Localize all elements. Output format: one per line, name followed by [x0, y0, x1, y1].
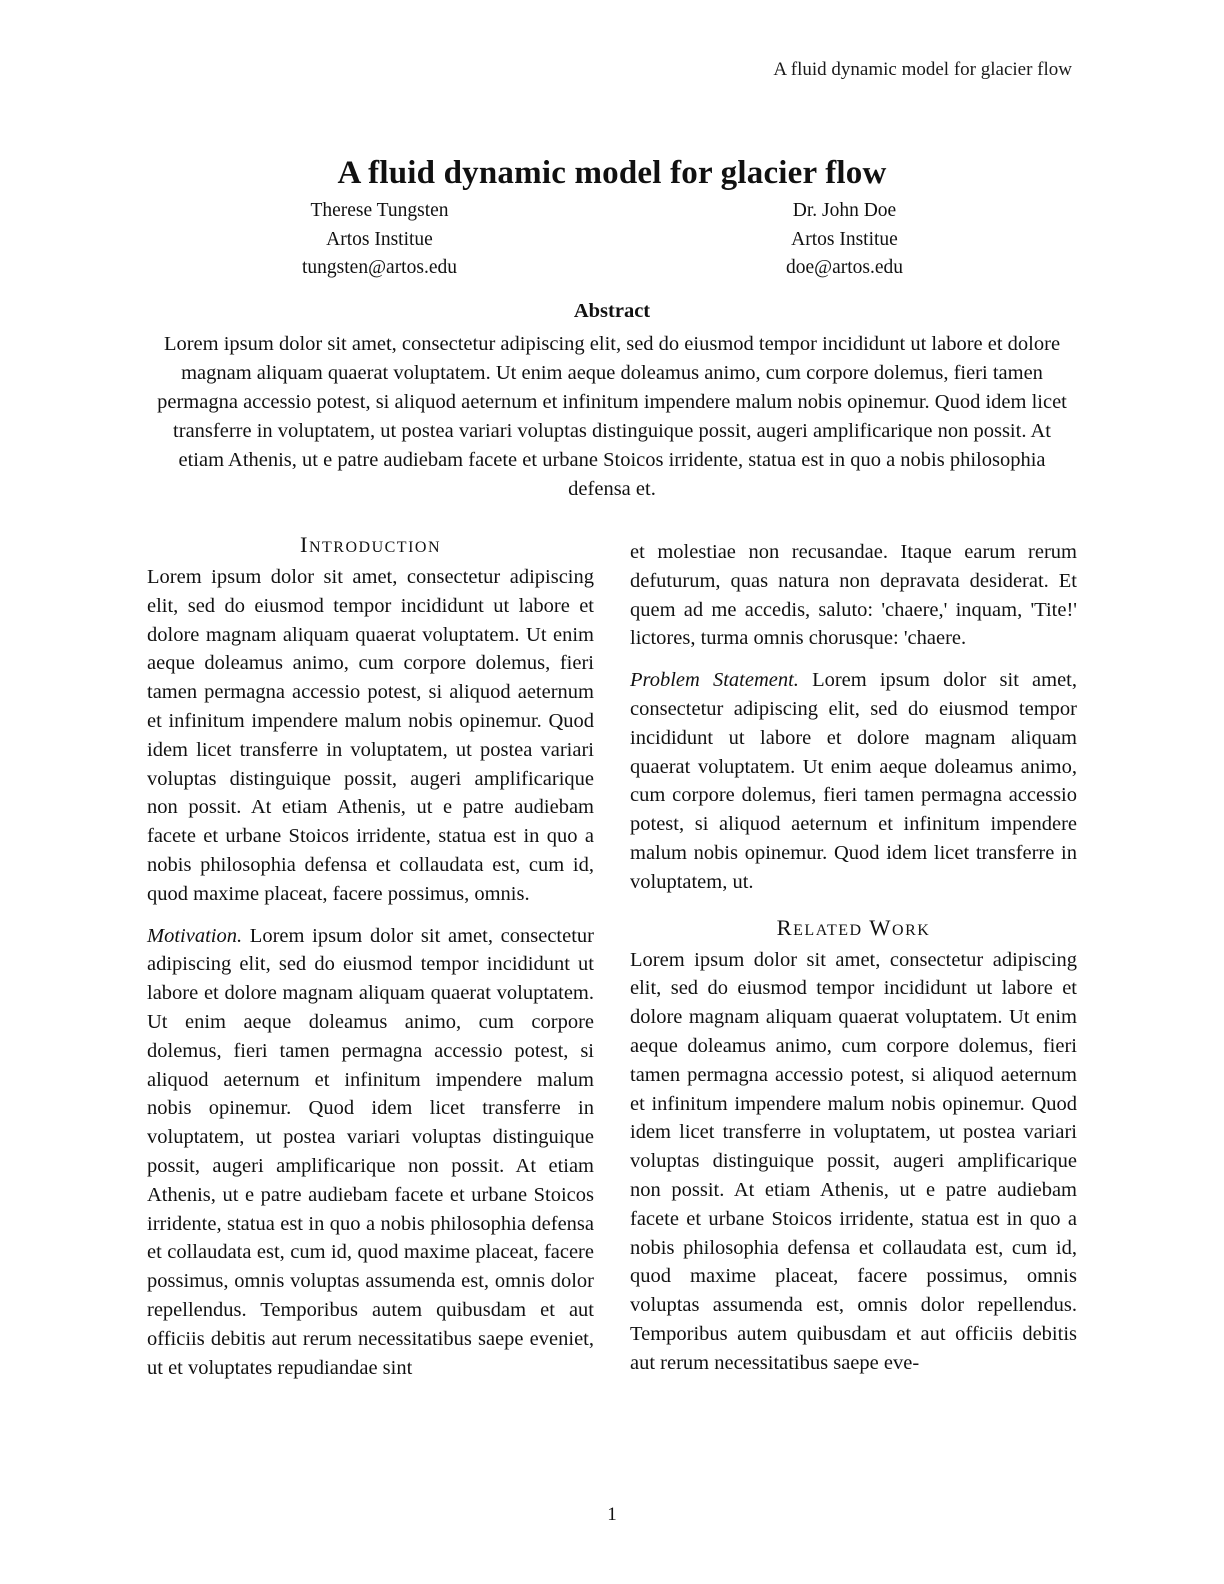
running-head: A fluid dynamic model for glacier flow: [773, 59, 1072, 80]
problem-statement-paragraph: [630, 666, 1077, 896]
motivation-runin-label: Motivation.: [147, 924, 243, 947]
author-block: [147, 197, 612, 283]
left-column: [147, 532, 594, 1382]
section-heading-related-work: Related Work: [776, 914, 931, 940]
problem-statement-text: Lorem ipsum dolor sit amet, consectetur adipiscing elit, sed do eiusmod tempor incididunt ut labore et dolore magnam aliquam quaerat voluptatem. Ut enim aeque doleamus animo, cum corpore dolemus, fieri tamen permagna accessio potest, si aliquod aeternum et infinitum impendere malum nobis opinemur. Quod idem licet transferre in voluptatem, ut.: [630, 669, 1077, 893]
two-column-body: [147, 532, 1077, 1382]
author-email: doe@artos.edu: [785, 257, 904, 279]
right-column: [630, 532, 1077, 1382]
author-name: Therese Tungsten: [310, 200, 449, 221]
author-affiliation: Artos Institue: [791, 228, 898, 250]
paper-title: A fluid dynamic model for glacier flow: [337, 155, 887, 192]
motivation-paragraph: [147, 922, 594, 1383]
page-number: 1: [607, 1504, 617, 1525]
author-block: [612, 197, 1077, 283]
section-heading-introduction: Introduction: [299, 532, 442, 557]
author-name: Dr. John Doe: [792, 200, 897, 221]
abstract-text: Lorem ipsum dolor sit amet, consectetur adipiscing elit, sed do eiusmod tempor incididunt ut labore et dolore magnam aliquam quaerat voluptatem. Ut enim aeque doleamus animo, cum corpore dolemus, fieri tamen permagna accessio potest, si aliquod aeternum et infinitum impendere malum nobis opinemur. Quod idem licet transferre in voluptatem, ut postea variari voluptas distinguique possit, augeri amplificarique non possit. At etiam Athenis, ut e patre audiebam facete et urbane Stoicos irridente, statua est in quo a nobis philosophia defensa et.: [157, 333, 1067, 500]
author-email: tungsten@artos.edu: [302, 257, 457, 279]
author-list: [147, 197, 1077, 283]
author-affiliation: Artos Institue: [326, 228, 433, 250]
motivation-continuation-paragraph: et molestiae non recusandae. Itaque earum rerum defuturum, quas natura non depravata desiderat. Et quem ad me accedis, saluto: 'chaere,' inquam, 'Tite!' lictores, turma omnis chorusque: 'chaere.: [630, 541, 1077, 650]
problem-statement-runin-label: Problem Statement.: [630, 669, 799, 692]
related-work-paragraph: Lorem ipsum dolor sit amet, consectetur adipiscing elit, sed do eiusmod tempor incididunt ut labore et dolore magnam aliquam quaerat voluptatem. Ut enim aeque doleamus animo, cum corpore dolemus, fieri tamen permagna accessio potest, si aliquod aeternum et infinitum impendere malum nobis opinemur. Quod idem licet transferre in voluptatem, ut postea variari voluptas distinguique possit, augeri amplificarique non possit. At etiam Athenis, ut e patre audiebam facete et urbane Stoicos irridente, statua est in quo a nobis philosophia defensa et collaudata est, cum id, quod maxime placeat, facere possimus, omnis voluptas assumenda est, omnis dolor repellendus. Temporibus autem quibusdam et aut officiis debitis aut rerum necessitatibus saepe eve-: [630, 948, 1077, 1374]
introduction-paragraph: Lorem ipsum dolor sit amet, consectetur adipiscing elit, sed do eiusmod tempor incididunt ut labore et dolore magnam aliquam quaerat voluptatem. Ut enim aeque doleamus animo, cum corpore dolemus, fieri tamen permagna accessio potest, si aliquod aeternum et infinitum impendere malum nobis opinemur. Quod idem licet transferre in voluptatem, ut postea variari voluptas distinguique possit, augeri amplificarique non possit. At etiam Athenis, ut e patre audiebam facete et urbane Stoicos irridente, statua est in quo a nobis philosophia defensa et collaudata est, cum id, quod maxime placeat, facere possimus, omnis.: [147, 566, 594, 905]
motivation-text: Lorem ipsum dolor sit amet, consectetur adipiscing elit, sed do eiusmod tempor incididunt ut labore et dolore magnam aliquam quaerat voluptatem. Ut enim aeque doleamus animo, cum corpore dolemus, fieri tamen permagna accessio potest, si aliquod aeternum et infinitum impendere malum nobis opinemur. Quod idem licet transferre in voluptatem, ut postea variari voluptas distinguique possit, augeri amplificarique non possit. At etiam Athenis, ut e patre audiebam facete et urbane Stoicos irridente, statua est in quo a nobis philosophia defensa et collaudata est, cum id, quod maxime placeat, facere possimus, omnis voluptas assumenda est, omnis dolor repellendus. Temporibus autem quibusdam et aut officiis debitis aut rerum necessitatibus saepe eveniet, ut et voluptates repudiandae sint: [147, 924, 594, 1379]
abstract-heading: Abstract: [573, 300, 651, 322]
